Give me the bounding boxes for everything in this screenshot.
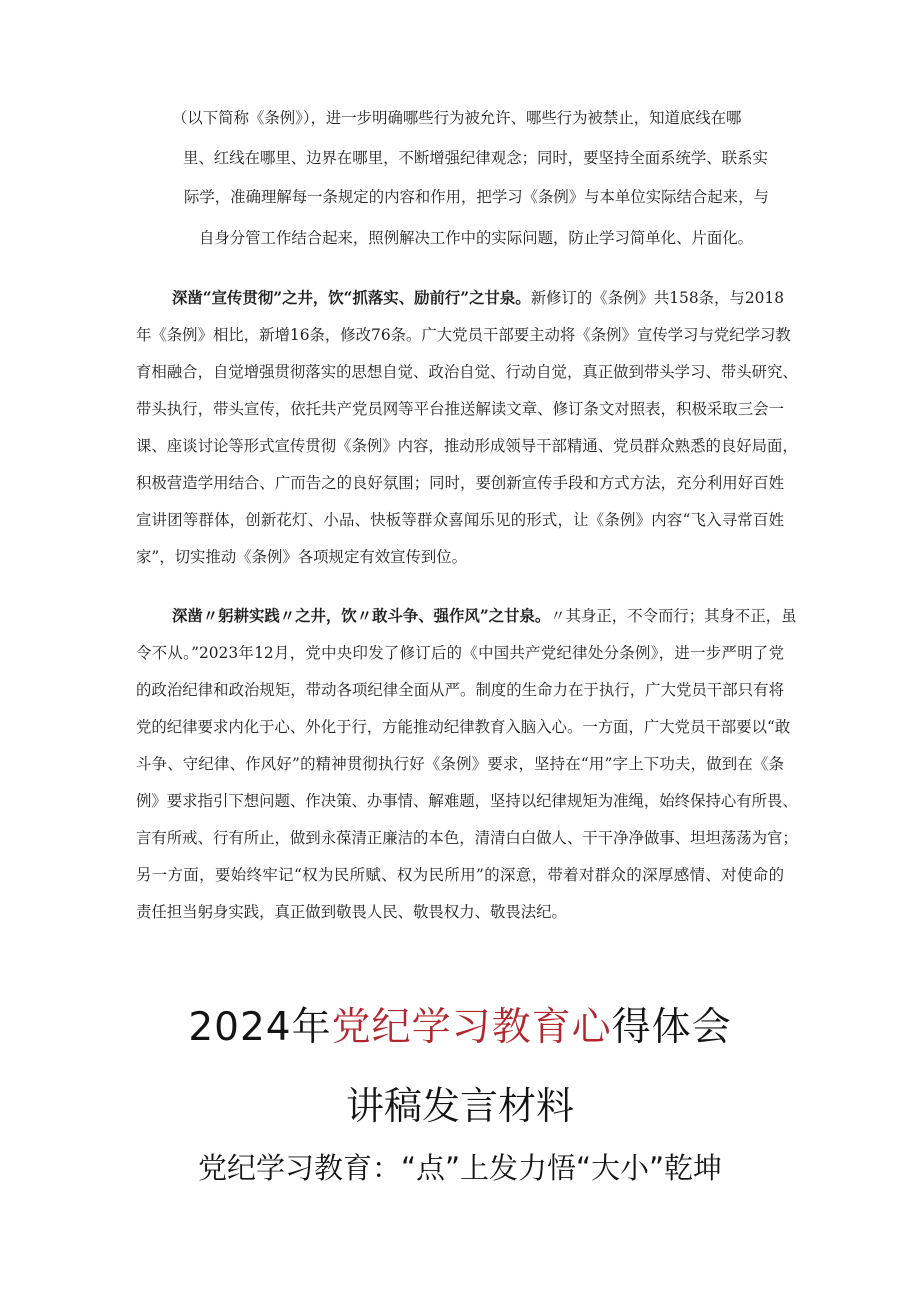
paragraph-3-line-3: 的政治纪律和政治规矩，带动各项纪律全面从严。制度的生命力在于执行，广大党员干部只有将	[136, 681, 784, 699]
document-subtitle: 党纪学习教育：“点”上发力悟“大小”乾坤	[197, 1151, 723, 1185]
title-year: 2024年	[188, 1005, 332, 1050]
paragraph-2-lead: 深凿“宣传贯彻”之井，饮“抓落实、励前行”之甘泉。	[172, 289, 531, 307]
paragraph-2-line-2: 年《条例》相比，新增16条，修改76条。广大党员干部要主动将《条例》宣传学习与党纪学习教	[136, 326, 791, 344]
paragraph-3-line-7: 言有所戒、行有所止，做到永葆清正廉洁的本色，清清白白做人、干干净净做事、坦坦荡荡为官；	[136, 829, 798, 847]
paragraph-2-line-6: 积极营造学用结合、广而告之的良好氛围；同时，要创新宣传手段和方式方法，充分利用好百姓	[136, 474, 784, 492]
paragraph-2-line-5: 课、座谈讨论等形式宣传贯彻《条例》内容，推动形成领导干部精通、党员群众熟悉的良好局面，	[136, 437, 798, 455]
paragraph-1-line-1: （以下简称《条例》），进一步明确哪些行为被允许、哪些行为被禁止，知道底线在哪	[172, 109, 742, 127]
paragraph-3-line-5: 斗争、守纪律、作风好”的精神贯彻执行好《条例》要求，坚持在“用”字上下功夫，做到在《条	[136, 755, 784, 773]
title-highlight: 党纪学习教育心	[331, 1005, 612, 1050]
document-title	[0, 996, 920, 1052]
paragraph-2-line-1	[172, 288, 784, 308]
paragraph-1-line-3: 际学，准确理解每一条规定的内容和作用，把学习《条例》与本单位实际结合起来，与	[184, 188, 769, 206]
paragraph-3-first-rest: 〃其身正，不令而行；其身不正，虽	[550, 607, 797, 625]
paragraph-1-line-4: 自身分管工作结合起来，照例解决工作中的实际问题，防止学习简单化、片面化。	[199, 229, 754, 247]
paragraph-2-line-7: 宣讲团等群体，创新花灯、小品、快板等群众喜闻乐见的形式，让《条例》内容“飞入寻常百姓	[136, 511, 784, 529]
paragraph-3-line-9: 责任担当躬身实践，真正做到敬畏人民、敬畏权力、敬畏法纪。	[136, 903, 567, 921]
paragraph-2-line-8: 家”，切实推动《条例》各项规定有效宣传到位。	[136, 548, 468, 566]
paragraph-3-line-6: 例》要求指引下想问题、作决策、办事情、解难题，坚持以纪律规矩为准绳，始终保持心有所畏、	[136, 792, 798, 810]
paragraph-3-line-1	[172, 606, 797, 626]
title-tail: 得体会	[611, 1005, 732, 1050]
paragraph-2-first-rest: 新修订的《条例》共158条，与2018	[530, 289, 784, 307]
paragraph-3-line-4: 党的纪律要求内化于心、外化于行，方能推动纪律教育入脑入心。一方面，广大党员干部要以“敢	[136, 718, 791, 736]
paragraph-3-line-8: 另一方面，要始终牢记“权为民所赋、权为民所用”的深意，带着对群众的深厚感情、对使命的	[136, 866, 784, 884]
document-title-line-2: 讲稿发言材料	[345, 1084, 574, 1128]
paragraph-1-line-2: 里、红线在哪里、边界在哪里，不断增强纪律观念；同时，要坚持全面系统学、联系实	[183, 149, 768, 167]
paragraph-3-lead: 深凿〃躬耕实践〃之井，饮〃敢斗争、强作风”之甘泉。	[172, 607, 551, 625]
paragraph-2-line-3: 育相融合，自觉增强贯彻落实的思想自觉、政治自觉、行动自觉，真正做到带头学习、带头研究、	[136, 363, 798, 381]
paragraph-3-line-2: 令不从。”2023年12月，党中央印发了修订后的《中国共产党纪律处分条例》，进一步严明了党	[136, 644, 784, 662]
paragraph-2-line-4: 带头执行，带头宣传，依托共产党员网等平台推送解读文章、修订条文对照表，积极采取三会一	[136, 400, 784, 418]
